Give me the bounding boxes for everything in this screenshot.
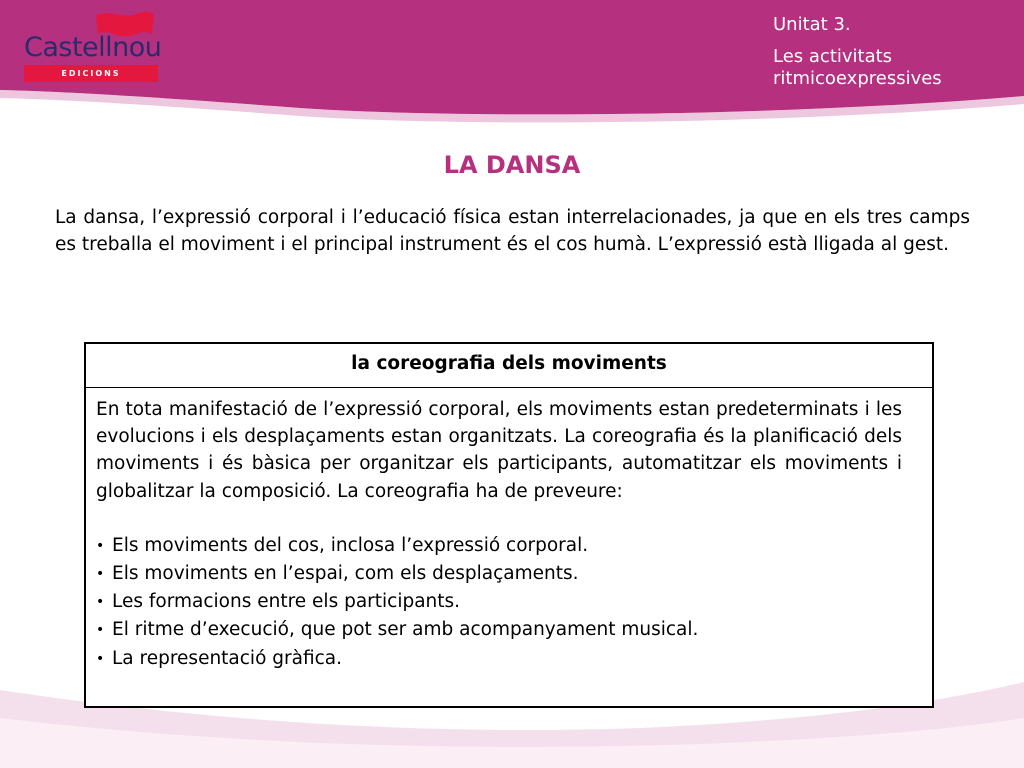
bullet-icon: •: [96, 537, 105, 554]
unit-heading: [773, 14, 1018, 90]
bullet-icon: •: [96, 622, 105, 639]
choreography-box: [84, 342, 934, 708]
castellnou-logo: [22, 8, 162, 78]
list-item-text: La representació gràfica.: [112, 647, 343, 669]
list-item: [96, 588, 902, 616]
logo-wordmark: Castellnou: [24, 32, 162, 63]
bullet-icon: •: [96, 566, 105, 583]
unit-title: Les activitats ritmicoexpressives: [773, 46, 942, 89]
box-paragraph: En tota manifestació de l’expressió corporal, els moviments estan predeterminats i les evolucions i els desplaçaments estan organitzats. La coreografia és la planificació dels moviments i és bàsica per organitzar els participants, automatitzar els moviments i globalitzar la composició. La coreografia ha de preveure:: [96, 399, 902, 502]
list-item-text: Les formacions entre els participants.: [112, 591, 461, 613]
logo-edition-band: EDICIONS: [24, 65, 158, 82]
requirements-list: [96, 532, 902, 673]
list-item: [96, 616, 902, 644]
box-body: [86, 388, 932, 673]
list-item-text: El ritme d’execució, que pot ser amb acompanyament musical.: [112, 619, 699, 641]
unit-number: Unitat 3.: [773, 14, 851, 35]
box-heading: la coreografia dels moviments: [86, 344, 932, 388]
list-item: [96, 560, 902, 588]
bullet-icon: •: [96, 594, 105, 611]
bullet-icon: •: [96, 650, 105, 667]
list-item-text: Els moviments en l’espai, com els desplaçaments.: [112, 563, 579, 585]
list-item: [96, 532, 902, 560]
list-item-text: Els moviments del cos, inclosa l’expressió corporal.: [112, 534, 589, 556]
intro-paragraph: La dansa, l’expressió corporal i l’educació física estan interrelacionades, ja que en els tres camps es treballa el moviment i el principal instrument és el cos humà. L’expressió està lligada al gest.: [55, 207, 970, 255]
page-title: LA DANSA: [443, 151, 581, 179]
list-item: [96, 645, 902, 673]
